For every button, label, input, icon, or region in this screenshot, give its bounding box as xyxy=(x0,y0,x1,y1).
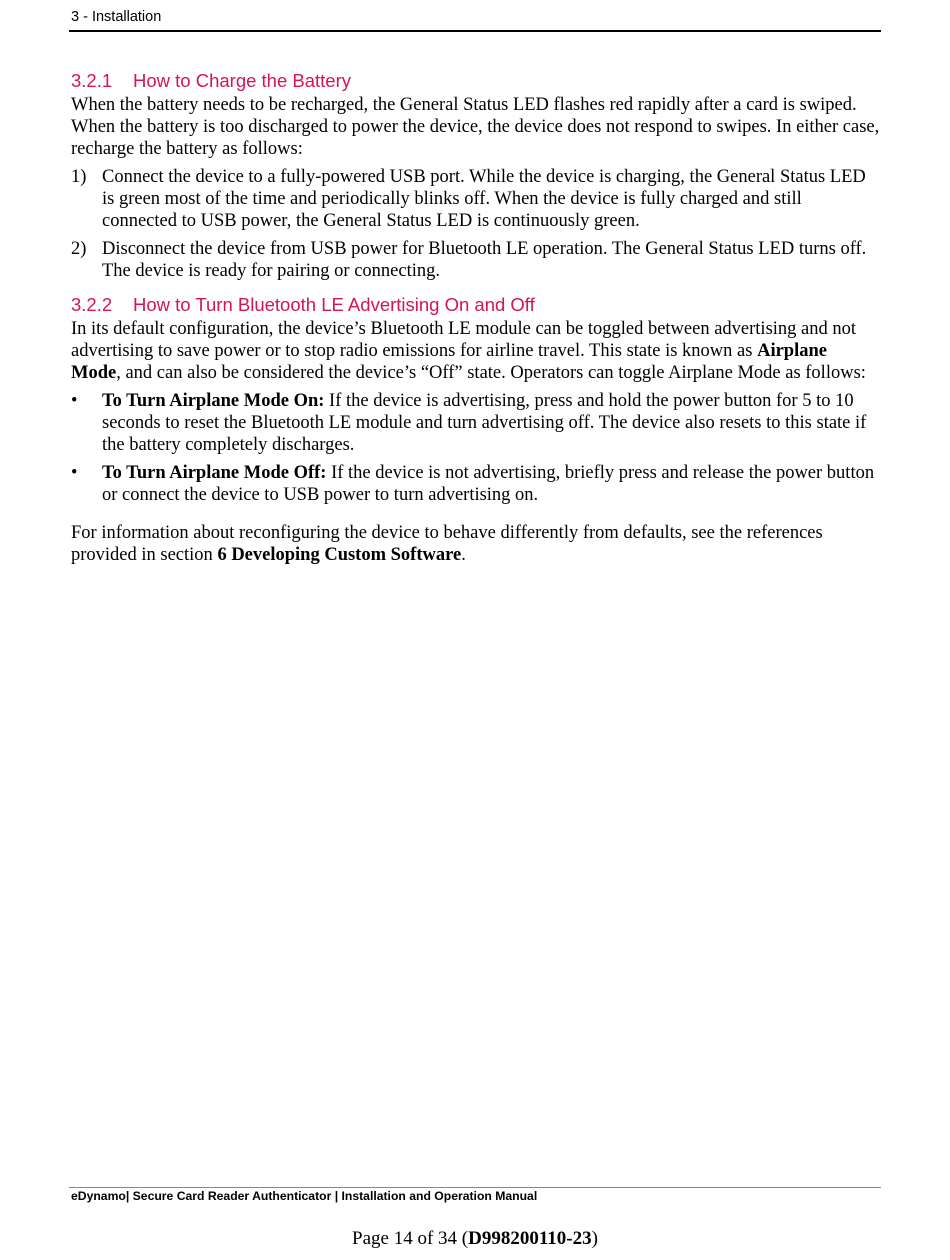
list-item-text: Disconnect the device from USB power for Bluetooth LE operation. The General Status LED turns off. The device is ready for pairing or connecting. xyxy=(102,239,867,281)
running-header: 3 - Installation xyxy=(71,9,162,25)
section-heading-3-2-2 xyxy=(71,292,881,318)
page-content xyxy=(71,68,881,566)
list-item xyxy=(71,166,881,232)
list-item-text: If the device is not advertising, briefly press and release the power button or connect the device to USB power to turn advertising on. xyxy=(102,463,875,505)
list-marker: 1) xyxy=(71,167,87,187)
charge-intro-paragraph: When the battery needs to be recharged, the General Status LED flashes red rapidly after a card is swiped. When the battery is too discharged to power the device, the device does not respond to swipes. In either case, recharge the battery as follows: xyxy=(71,95,880,159)
bullet-icon: • xyxy=(71,463,78,483)
paragraph-text: For information about reconfiguring the device to behave differently from defaults, see the references provided in section xyxy=(71,523,823,565)
closing-paragraph xyxy=(71,522,881,566)
section-heading-3-2-1 xyxy=(71,68,881,94)
section-reference: 6 Developing Custom Software xyxy=(217,545,462,565)
paragraph-text: . xyxy=(461,545,466,565)
airplane-mode-term: Airplane Mode xyxy=(71,341,827,383)
section-title: How to Charge the Battery xyxy=(133,70,351,91)
footer-rule xyxy=(69,1187,881,1188)
page-number-suffix: ) xyxy=(591,1228,598,1249)
page-number-text: Page 14 of 34 ( xyxy=(352,1228,469,1249)
section-number: 3.2.2 xyxy=(71,294,113,315)
section-title: How to Turn Bluetooth LE Advertising On and Off xyxy=(133,294,535,315)
list-item-label: To Turn Airplane Mode Off: xyxy=(102,463,327,483)
list-item xyxy=(71,238,881,282)
paragraph-text: In its default configuration, the device’s Bluetooth LE module can be toggled between advertising and not advertising to save power or to stop radio emissions for airline travel. This state is known as xyxy=(71,319,857,361)
list-item-text: If the device is advertising, press and hold the power button for 5 to 10 seconds to reset the Bluetooth LE module and turn advertising off. The device also resets to this state if the battery completely discharges. xyxy=(102,391,867,455)
header-rule xyxy=(69,30,881,32)
list-item xyxy=(71,390,881,456)
charge-steps-list xyxy=(71,166,881,282)
bullet-icon: • xyxy=(71,391,78,411)
airplane-mode-list xyxy=(71,390,881,506)
airplane-intro-paragraph xyxy=(71,318,881,384)
document-number: D998200110-23 xyxy=(468,1228,592,1249)
section-number: 3.2.1 xyxy=(71,70,113,91)
list-item xyxy=(71,462,881,506)
footer-manual-title: eDynamo| Secure Card Reader Authenticator | Installation and Operation Manual xyxy=(71,1189,538,1203)
page-number xyxy=(0,1228,950,1250)
list-item-label: To Turn Airplane Mode On: xyxy=(102,391,325,411)
paragraph-text: , and can also be considered the device’s “Off” state. Operators can toggle Airplane Mode as follows: xyxy=(116,363,866,383)
list-marker: 2) xyxy=(71,239,87,259)
list-item-text: Connect the device to a fully-powered USB port. While the device is charging, the General Status LED is green most of the time and periodically blinks off. When the device is fully charged and still connected to USB power, the General Status LED is continuously green. xyxy=(102,167,866,231)
